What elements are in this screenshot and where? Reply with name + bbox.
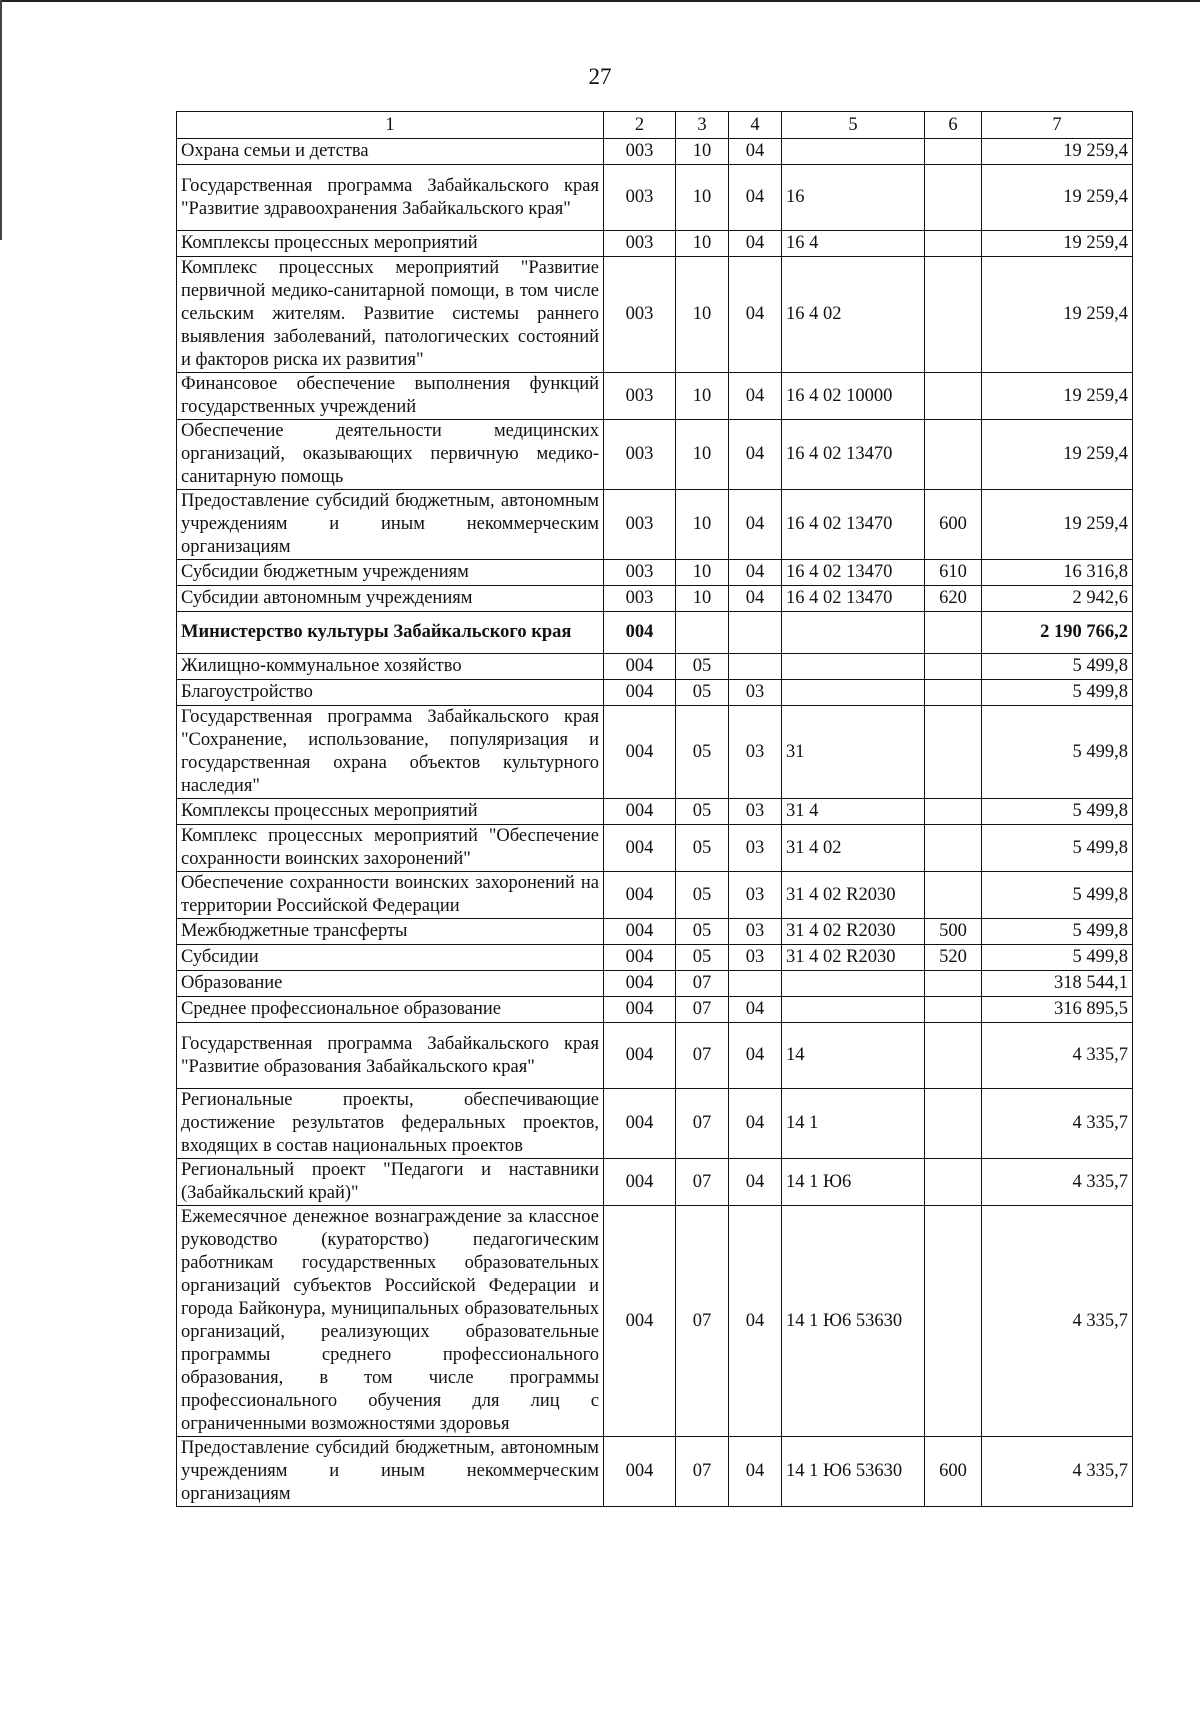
row-ministry-code-cell: 004 [604, 1089, 676, 1159]
table-row [177, 1159, 1133, 1206]
row-subsection-cell [729, 971, 782, 997]
row-section-cell: 05 [676, 680, 729, 706]
row-name-cell: Государственная программа Забайкальского края "Развитие образования Забайкальского края" [177, 1023, 604, 1089]
row-target-article-cell: 14 1 Ю6 53630 [782, 1206, 925, 1437]
row-expense-type-cell: 620 [925, 586, 982, 612]
table-row [177, 872, 1133, 919]
row-amount-cell: 5 499,8 [982, 872, 1133, 919]
row-target-article-cell [782, 139, 925, 165]
row-ministry-code-cell: 004 [604, 1206, 676, 1437]
row-section-cell: 05 [676, 872, 729, 919]
row-amount-cell: 2 942,6 [982, 586, 1133, 612]
row-expense-type-cell [925, 1159, 982, 1206]
table-header-row [177, 112, 1133, 139]
row-amount-cell: 4 335,7 [982, 1023, 1133, 1089]
row-subsection-cell: 03 [729, 919, 782, 945]
table-row [177, 490, 1133, 560]
row-section-cell: 07 [676, 1159, 729, 1206]
row-name-cell: Министерство культуры Забайкальского края [177, 612, 604, 654]
row-section-cell: 07 [676, 971, 729, 997]
row-expense-type-cell [925, 373, 982, 420]
table-row [177, 1089, 1133, 1159]
row-ministry-code-cell: 004 [604, 654, 676, 680]
row-section-cell: 10 [676, 586, 729, 612]
row-section-cell: 05 [676, 706, 729, 799]
row-name-cell: Субсидии автономным учреждениям [177, 586, 604, 612]
table-row [177, 1023, 1133, 1089]
column-header: 6 [925, 112, 982, 139]
row-subsection-cell: 04 [729, 139, 782, 165]
row-expense-type-cell [925, 680, 982, 706]
row-amount-cell: 4 335,7 [982, 1206, 1133, 1437]
row-amount-cell: 19 259,4 [982, 165, 1133, 231]
row-name-cell: Межбюджетные трансферты [177, 919, 604, 945]
row-ministry-code-cell: 004 [604, 945, 676, 971]
row-ministry-code-cell: 003 [604, 257, 676, 373]
row-amount-cell: 318 544,1 [982, 971, 1133, 997]
row-subsection-cell: 04 [729, 560, 782, 586]
row-ministry-code-cell: 004 [604, 919, 676, 945]
table-row [177, 680, 1133, 706]
row-target-article-cell [782, 971, 925, 997]
row-section-cell: 07 [676, 1437, 729, 1507]
row-name-cell: Региональные проекты, обеспечивающие достижение результатов федеральных проектов, входящих в состав национальных проектов [177, 1089, 604, 1159]
row-name-cell: Комплексы процессных мероприятий [177, 231, 604, 257]
row-target-article-cell: 31 4 02 R2030 [782, 919, 925, 945]
row-amount-cell: 316 895,5 [982, 997, 1133, 1023]
row-section-cell: 10 [676, 139, 729, 165]
row-subsection-cell: 03 [729, 799, 782, 825]
column-header: 4 [729, 112, 782, 139]
row-section-cell: 05 [676, 945, 729, 971]
row-name-cell: Комплекс процессных мероприятий "Обеспечение сохранности воинских захоронений" [177, 825, 604, 872]
row-expense-type-cell [925, 654, 982, 680]
table-body [177, 139, 1133, 1507]
row-target-article-cell [782, 654, 925, 680]
table-row [177, 420, 1133, 490]
row-amount-cell: 19 259,4 [982, 373, 1133, 420]
row-target-article-cell: 14 [782, 1023, 925, 1089]
row-expense-type-cell: 500 [925, 919, 982, 945]
row-ministry-code-cell: 004 [604, 1159, 676, 1206]
column-header: 5 [782, 112, 925, 139]
row-subsection-cell [729, 654, 782, 680]
row-subsection-cell: 04 [729, 165, 782, 231]
row-section-cell: 07 [676, 997, 729, 1023]
row-expense-type-cell [925, 872, 982, 919]
row-ministry-code-cell: 004 [604, 612, 676, 654]
column-header: 1 [177, 112, 604, 139]
table-row [177, 373, 1133, 420]
row-section-cell: 10 [676, 490, 729, 560]
row-target-article-cell: 16 4 02 13470 [782, 586, 925, 612]
row-target-article-cell [782, 997, 925, 1023]
row-section-cell: 05 [676, 919, 729, 945]
table-row [177, 139, 1133, 165]
row-ministry-code-cell: 004 [604, 872, 676, 919]
row-amount-cell: 5 499,8 [982, 680, 1133, 706]
table-row [177, 231, 1133, 257]
row-target-article-cell: 16 4 02 13470 [782, 490, 925, 560]
row-expense-type-cell [925, 165, 982, 231]
row-name-cell: Благоустройство [177, 680, 604, 706]
row-amount-cell: 19 259,4 [982, 231, 1133, 257]
table-row [177, 586, 1133, 612]
row-expense-type-cell [925, 799, 982, 825]
row-ministry-code-cell: 003 [604, 560, 676, 586]
row-target-article-cell: 31 4 02 R2030 [782, 872, 925, 919]
row-expense-type-cell [925, 1023, 982, 1089]
scan-edge-left [0, 0, 2, 240]
row-target-article-cell: 16 4 02 10000 [782, 373, 925, 420]
row-amount-cell: 5 499,8 [982, 945, 1133, 971]
row-name-cell: Комплексы процессных мероприятий [177, 799, 604, 825]
row-target-article-cell: 16 4 02 13470 [782, 560, 925, 586]
row-amount-cell: 19 259,4 [982, 420, 1133, 490]
row-ministry-code-cell: 003 [604, 165, 676, 231]
row-target-article-cell: 16 [782, 165, 925, 231]
row-expense-type-cell [925, 257, 982, 373]
row-name-cell: Обеспечение сохранности воинских захоронений на территории Российской Федерации [177, 872, 604, 919]
table-row [177, 1206, 1133, 1437]
row-name-cell: Предоставление субсидий бюджетным, автономным учреждениям и иным некоммерческим организациям [177, 490, 604, 560]
row-ministry-code-cell: 004 [604, 799, 676, 825]
row-amount-cell: 19 259,4 [982, 490, 1133, 560]
row-section-cell: 07 [676, 1089, 729, 1159]
row-target-article-cell: 31 4 02 R2030 [782, 945, 925, 971]
row-amount-cell: 19 259,4 [982, 139, 1133, 165]
row-expense-type-cell [925, 971, 982, 997]
row-name-cell: Жилищно-коммунальное хозяйство [177, 654, 604, 680]
row-subsection-cell: 04 [729, 1089, 782, 1159]
row-expense-type-cell: 520 [925, 945, 982, 971]
row-section-cell: 10 [676, 420, 729, 490]
row-amount-cell: 5 499,8 [982, 706, 1133, 799]
row-name-cell: Охрана семьи и детства [177, 139, 604, 165]
row-ministry-code-cell: 003 [604, 586, 676, 612]
row-expense-type-cell: 610 [925, 560, 982, 586]
row-amount-cell: 16 316,8 [982, 560, 1133, 586]
row-subsection-cell: 04 [729, 420, 782, 490]
row-expense-type-cell: 600 [925, 1437, 982, 1507]
row-amount-cell: 2 190 766,2 [982, 612, 1133, 654]
row-section-cell: 05 [676, 799, 729, 825]
row-expense-type-cell [925, 706, 982, 799]
row-target-article-cell: 16 4 02 13470 [782, 420, 925, 490]
row-expense-type-cell [925, 1206, 982, 1437]
row-section-cell [676, 612, 729, 654]
row-expense-type-cell: 600 [925, 490, 982, 560]
row-expense-type-cell [925, 997, 982, 1023]
table-row [177, 165, 1133, 231]
row-subsection-cell: 04 [729, 257, 782, 373]
row-ministry-code-cell: 003 [604, 231, 676, 257]
row-amount-cell: 5 499,8 [982, 919, 1133, 945]
row-section-cell: 10 [676, 373, 729, 420]
row-subsection-cell: 03 [729, 825, 782, 872]
row-name-cell: Субсидии бюджетным учреждениям [177, 560, 604, 586]
row-subsection-cell: 04 [729, 997, 782, 1023]
table-row [177, 825, 1133, 872]
table-row [177, 945, 1133, 971]
row-subsection-cell: 04 [729, 586, 782, 612]
row-expense-type-cell [925, 825, 982, 872]
row-section-cell: 07 [676, 1023, 729, 1089]
row-target-article-cell: 16 4 [782, 231, 925, 257]
row-ministry-code-cell: 003 [604, 420, 676, 490]
row-target-article-cell [782, 680, 925, 706]
row-expense-type-cell [925, 420, 982, 490]
row-ministry-code-cell: 004 [604, 997, 676, 1023]
row-subsection-cell: 03 [729, 706, 782, 799]
row-ministry-code-cell: 004 [604, 1437, 676, 1507]
row-subsection-cell: 04 [729, 373, 782, 420]
row-ministry-code-cell: 004 [604, 825, 676, 872]
row-target-article-cell: 16 4 02 [782, 257, 925, 373]
row-amount-cell: 4 335,7 [982, 1089, 1133, 1159]
row-subsection-cell: 03 [729, 872, 782, 919]
row-expense-type-cell [925, 612, 982, 654]
row-target-article-cell: 31 4 02 [782, 825, 925, 872]
table-row [177, 612, 1133, 654]
row-amount-cell: 19 259,4 [982, 257, 1133, 373]
table-row [177, 257, 1133, 373]
row-subsection-cell: 04 [729, 231, 782, 257]
table-row [177, 706, 1133, 799]
row-ministry-code-cell: 004 [604, 971, 676, 997]
row-name-cell: Образование [177, 971, 604, 997]
table-row [177, 919, 1133, 945]
row-expense-type-cell [925, 1089, 982, 1159]
row-section-cell: 10 [676, 231, 729, 257]
row-name-cell: Среднее профессиональное образование [177, 997, 604, 1023]
row-section-cell: 07 [676, 1206, 729, 1437]
row-subsection-cell: 03 [729, 945, 782, 971]
row-amount-cell: 5 499,8 [982, 654, 1133, 680]
row-name-cell: Государственная программа Забайкальского края "Сохранение, использование, популяризация и государственная охрана объектов культурного наследия" [177, 706, 604, 799]
row-target-article-cell: 31 [782, 706, 925, 799]
table-row [177, 560, 1133, 586]
row-section-cell: 10 [676, 257, 729, 373]
column-header: 3 [676, 112, 729, 139]
table-row [177, 1437, 1133, 1507]
row-name-cell: Региональный проект "Педагоги и наставники (Забайкальский край)" [177, 1159, 604, 1206]
row-ministry-code-cell: 004 [604, 1023, 676, 1089]
row-amount-cell: 5 499,8 [982, 799, 1133, 825]
row-section-cell: 05 [676, 825, 729, 872]
row-ministry-code-cell: 004 [604, 706, 676, 799]
scan-edge-top [0, 0, 1200, 2]
row-ministry-code-cell: 003 [604, 139, 676, 165]
table-row [177, 654, 1133, 680]
column-header: 7 [982, 112, 1133, 139]
row-name-cell: Предоставление субсидий бюджетным, автономным учреждениям и иным некоммерческим организациям [177, 1437, 604, 1507]
page-number: 27 [588, 64, 612, 89]
row-amount-cell: 4 335,7 [982, 1437, 1133, 1507]
row-target-article-cell [782, 612, 925, 654]
row-target-article-cell: 14 1 Ю6 53630 [782, 1437, 925, 1507]
row-subsection-cell: 04 [729, 1206, 782, 1437]
row-section-cell: 05 [676, 654, 729, 680]
row-name-cell: Ежемесячное денежное вознаграждение за классное руководство (кураторство) педагогическим работникам государственных образовательных организаций субъектов Российской Федерации и города Байконура, муниципальных образовательных организаций, реализующих образовательные программы среднего профессионального образования, в том числе программы профессионального обучения для лиц с ограниченными возможностями здоровья [177, 1206, 604, 1437]
table-row [177, 997, 1133, 1023]
row-name-cell: Субсидии [177, 945, 604, 971]
row-subsection-cell: 03 [729, 680, 782, 706]
row-name-cell: Комплекс процессных мероприятий "Развитие первичной медико-санитарной помощи, в том числе сельским жителям. Развитие системы раннего выявления заболеваний, патологических состояний и факторов риска их развития" [177, 257, 604, 373]
row-name-cell: Финансовое обеспечение выполнения функций государственных учреждений [177, 373, 604, 420]
row-name-cell: Государственная программа Забайкальского края "Развитие здравоохранения Забайкальского края" [177, 165, 604, 231]
row-amount-cell: 4 335,7 [982, 1159, 1133, 1206]
row-subsection-cell [729, 612, 782, 654]
row-amount-cell: 5 499,8 [982, 825, 1133, 872]
row-ministry-code-cell: 003 [604, 490, 676, 560]
column-header: 2 [604, 112, 676, 139]
row-target-article-cell: 31 4 [782, 799, 925, 825]
row-subsection-cell: 04 [729, 490, 782, 560]
row-target-article-cell: 14 1 Ю6 [782, 1159, 925, 1206]
row-subsection-cell: 04 [729, 1159, 782, 1206]
row-name-cell: Обеспечение деятельности медицинских организаций, оказывающих первичную медико-санитарную помощь [177, 420, 604, 490]
row-ministry-code-cell: 003 [604, 373, 676, 420]
row-section-cell: 10 [676, 560, 729, 586]
row-expense-type-cell [925, 139, 982, 165]
row-ministry-code-cell: 004 [604, 680, 676, 706]
row-target-article-cell: 14 1 [782, 1089, 925, 1159]
row-subsection-cell: 04 [729, 1437, 782, 1507]
row-subsection-cell: 04 [729, 1023, 782, 1089]
budget-table [176, 111, 1133, 1507]
table-row [177, 971, 1133, 997]
row-section-cell: 10 [676, 165, 729, 231]
row-expense-type-cell [925, 231, 982, 257]
table-row [177, 799, 1133, 825]
